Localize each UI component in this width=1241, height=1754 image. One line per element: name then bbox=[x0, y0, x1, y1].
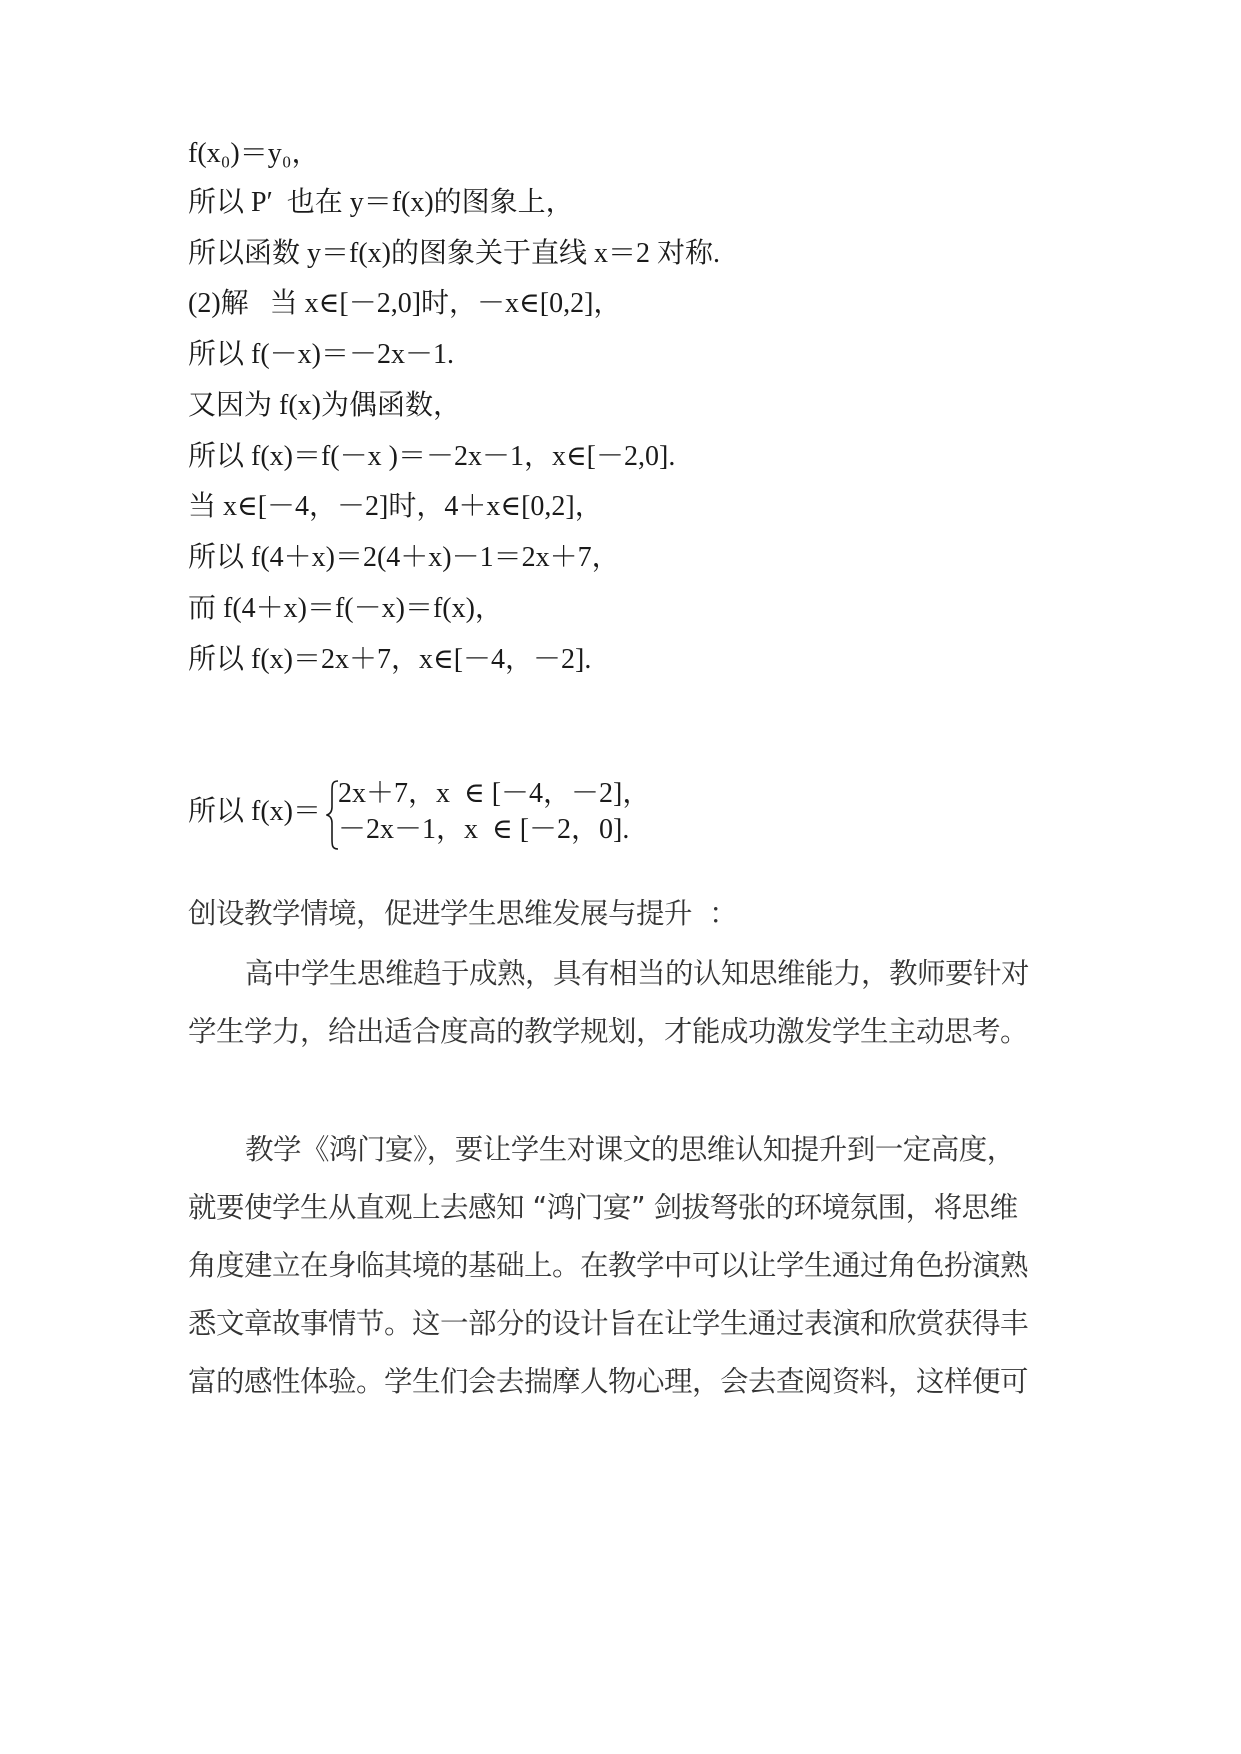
math-line-9: 所以 f(4＋x)＝2(4＋x)－1＝2x＋7， bbox=[188, 542, 620, 573]
math-line-8: 当 x∈[－4，－2]时，4＋x∈[0,2]， bbox=[188, 491, 603, 522]
paragraph-2-line-2: 就要使学生从直观上去感知 “鸿门宴” 剑拔弩张的环境氛围，将思维 bbox=[188, 1191, 1018, 1224]
paragraph-2-line-1: 教学《鸿门宴》，要让学生对课文的思维认知提升到一定高度， bbox=[245, 1133, 1015, 1166]
piecewise-case-2: －2x－1，x ∈ [－2，0]. bbox=[338, 814, 630, 845]
math-line-10: 而 f(4＋x)＝f(－x)＝f(x)， bbox=[188, 593, 503, 624]
piecewise-definition bbox=[188, 775, 788, 855]
piecewise-case-1: 2x＋7，x ∈ [－4，－2]， bbox=[338, 778, 651, 809]
math-line-11: 所以 f(x)＝2x＋7，x∈[－4，－2]. bbox=[188, 644, 592, 675]
math-line-1: f(x₀)＝y₀， bbox=[188, 138, 320, 169]
math-line-2: 所以 P′ 也在 y＝f(x)的图象上， bbox=[188, 187, 574, 218]
math-line-7: 所以 f(x)＝f(－x )＝－2x－1，x∈[－2,0]. bbox=[188, 441, 676, 472]
paragraph-2-line-4: 悉文章故事情节。这一部分的设计旨在让学生通过表演和欣赏获得丰 bbox=[188, 1307, 1029, 1340]
paragraph-1-line-2: 学生学力，给出适合度高的教学规划，才能成功激发学生主动思考。 bbox=[188, 1015, 1029, 1048]
paragraph-2-line-5: 富的感性体验。学生们会去揣摩人物心理，会去查阅资料，这样便可 bbox=[188, 1365, 1029, 1398]
math-line-6: 又因为 f(x)为偶函数， bbox=[188, 390, 461, 421]
math-line-4: (2)解 当 x∈[－2,0]时，－x∈[0,2]， bbox=[188, 288, 622, 319]
paragraph-2-line-3: 角度建立在身临其境的基础上。在教学中可以让学生通过角色扮演熟 bbox=[188, 1249, 1029, 1282]
piecewise-prefix: 所以 f(x)＝ bbox=[188, 796, 321, 827]
math-line-5: 所以 f(－x)＝－2x－1. bbox=[188, 339, 454, 370]
section-heading: 创设教学情境，促进学生思维发展与提升 ： bbox=[188, 897, 738, 930]
math-line-3: 所以函数 y＝f(x)的图象关于直线 x＝2 对称. bbox=[188, 238, 720, 269]
paragraph-1-line-1: 高中学生思维趋于成熟，具有相当的认知思维能力，教师要针对 bbox=[245, 957, 1030, 990]
